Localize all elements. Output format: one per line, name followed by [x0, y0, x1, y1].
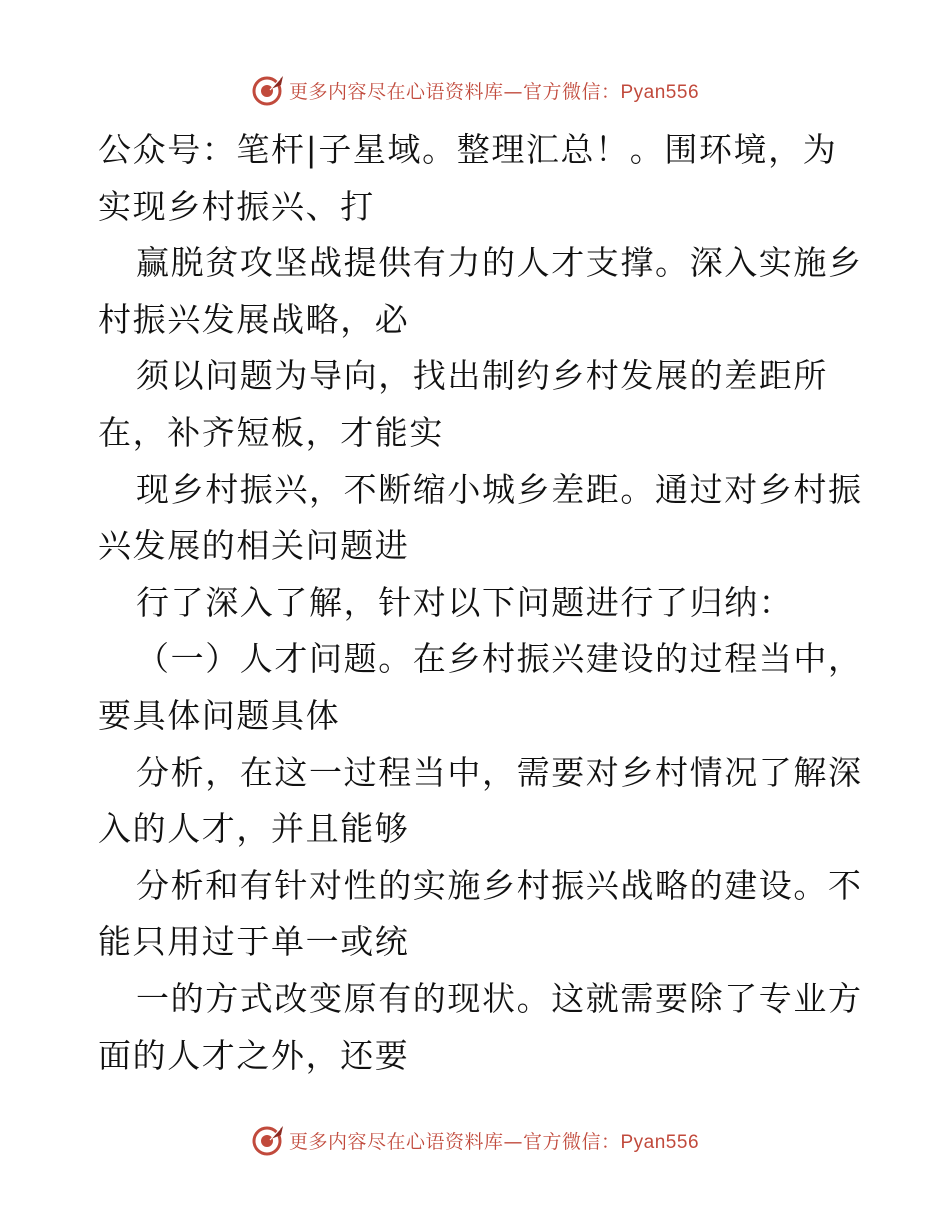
text-line: 入的人才，并且能够	[98, 809, 410, 849]
text-line: 村振兴发展战略，必	[98, 299, 410, 339]
text-line: 须以问题为导向，找出制约乡村发展的差距所	[136, 356, 828, 396]
text-line: 一的方式改变原有的现状。这就需要除了专业方	[136, 978, 863, 1018]
text-line: 行了深入了解，针对以下问题进行了归纳：	[136, 582, 794, 622]
quill-seal-icon	[251, 1123, 285, 1157]
text-line: 在，补齐短板，才能实	[98, 412, 444, 452]
text-line: 分析和有针对性的实施乡村振兴战略的建设。不	[136, 865, 863, 905]
footer-banner	[0, 1120, 950, 1160]
text-line: 要具体问题具体	[98, 695, 341, 735]
text-line: 能只用过于单一或统	[98, 922, 410, 962]
text-line: 现乡村振兴，不断缩小城乡差距。通过对乡村振	[136, 469, 863, 509]
text-line: 分析，在这一过程当中，需要对乡村情况了解深	[136, 752, 863, 792]
text-line: （一）人才问题。在乡村振兴建设的过程当中，	[136, 639, 863, 679]
footer-banner-text: 更多内容尽在心语资料库—官方微信：Pyan556	[288, 1130, 700, 1153]
text-line: 公众号：笔杆|子星域。整理汇总！。围环境，为	[98, 130, 838, 169]
header-banner-text: 更多内容尽在心语资料库—官方微信：Pyan556	[288, 80, 700, 103]
quill-seal-icon	[251, 73, 285, 107]
text-line: 兴发展的相关问题进	[98, 526, 410, 566]
header-banner	[0, 70, 950, 110]
text-line: 实现乡村振兴、打	[98, 186, 375, 226]
document-body	[98, 122, 878, 1084]
text-line: 赢脱贫攻坚战提供有力的人才支撑。深入实施乡	[136, 243, 863, 283]
text-line: 面的人才之外，还要	[98, 1035, 410, 1075]
